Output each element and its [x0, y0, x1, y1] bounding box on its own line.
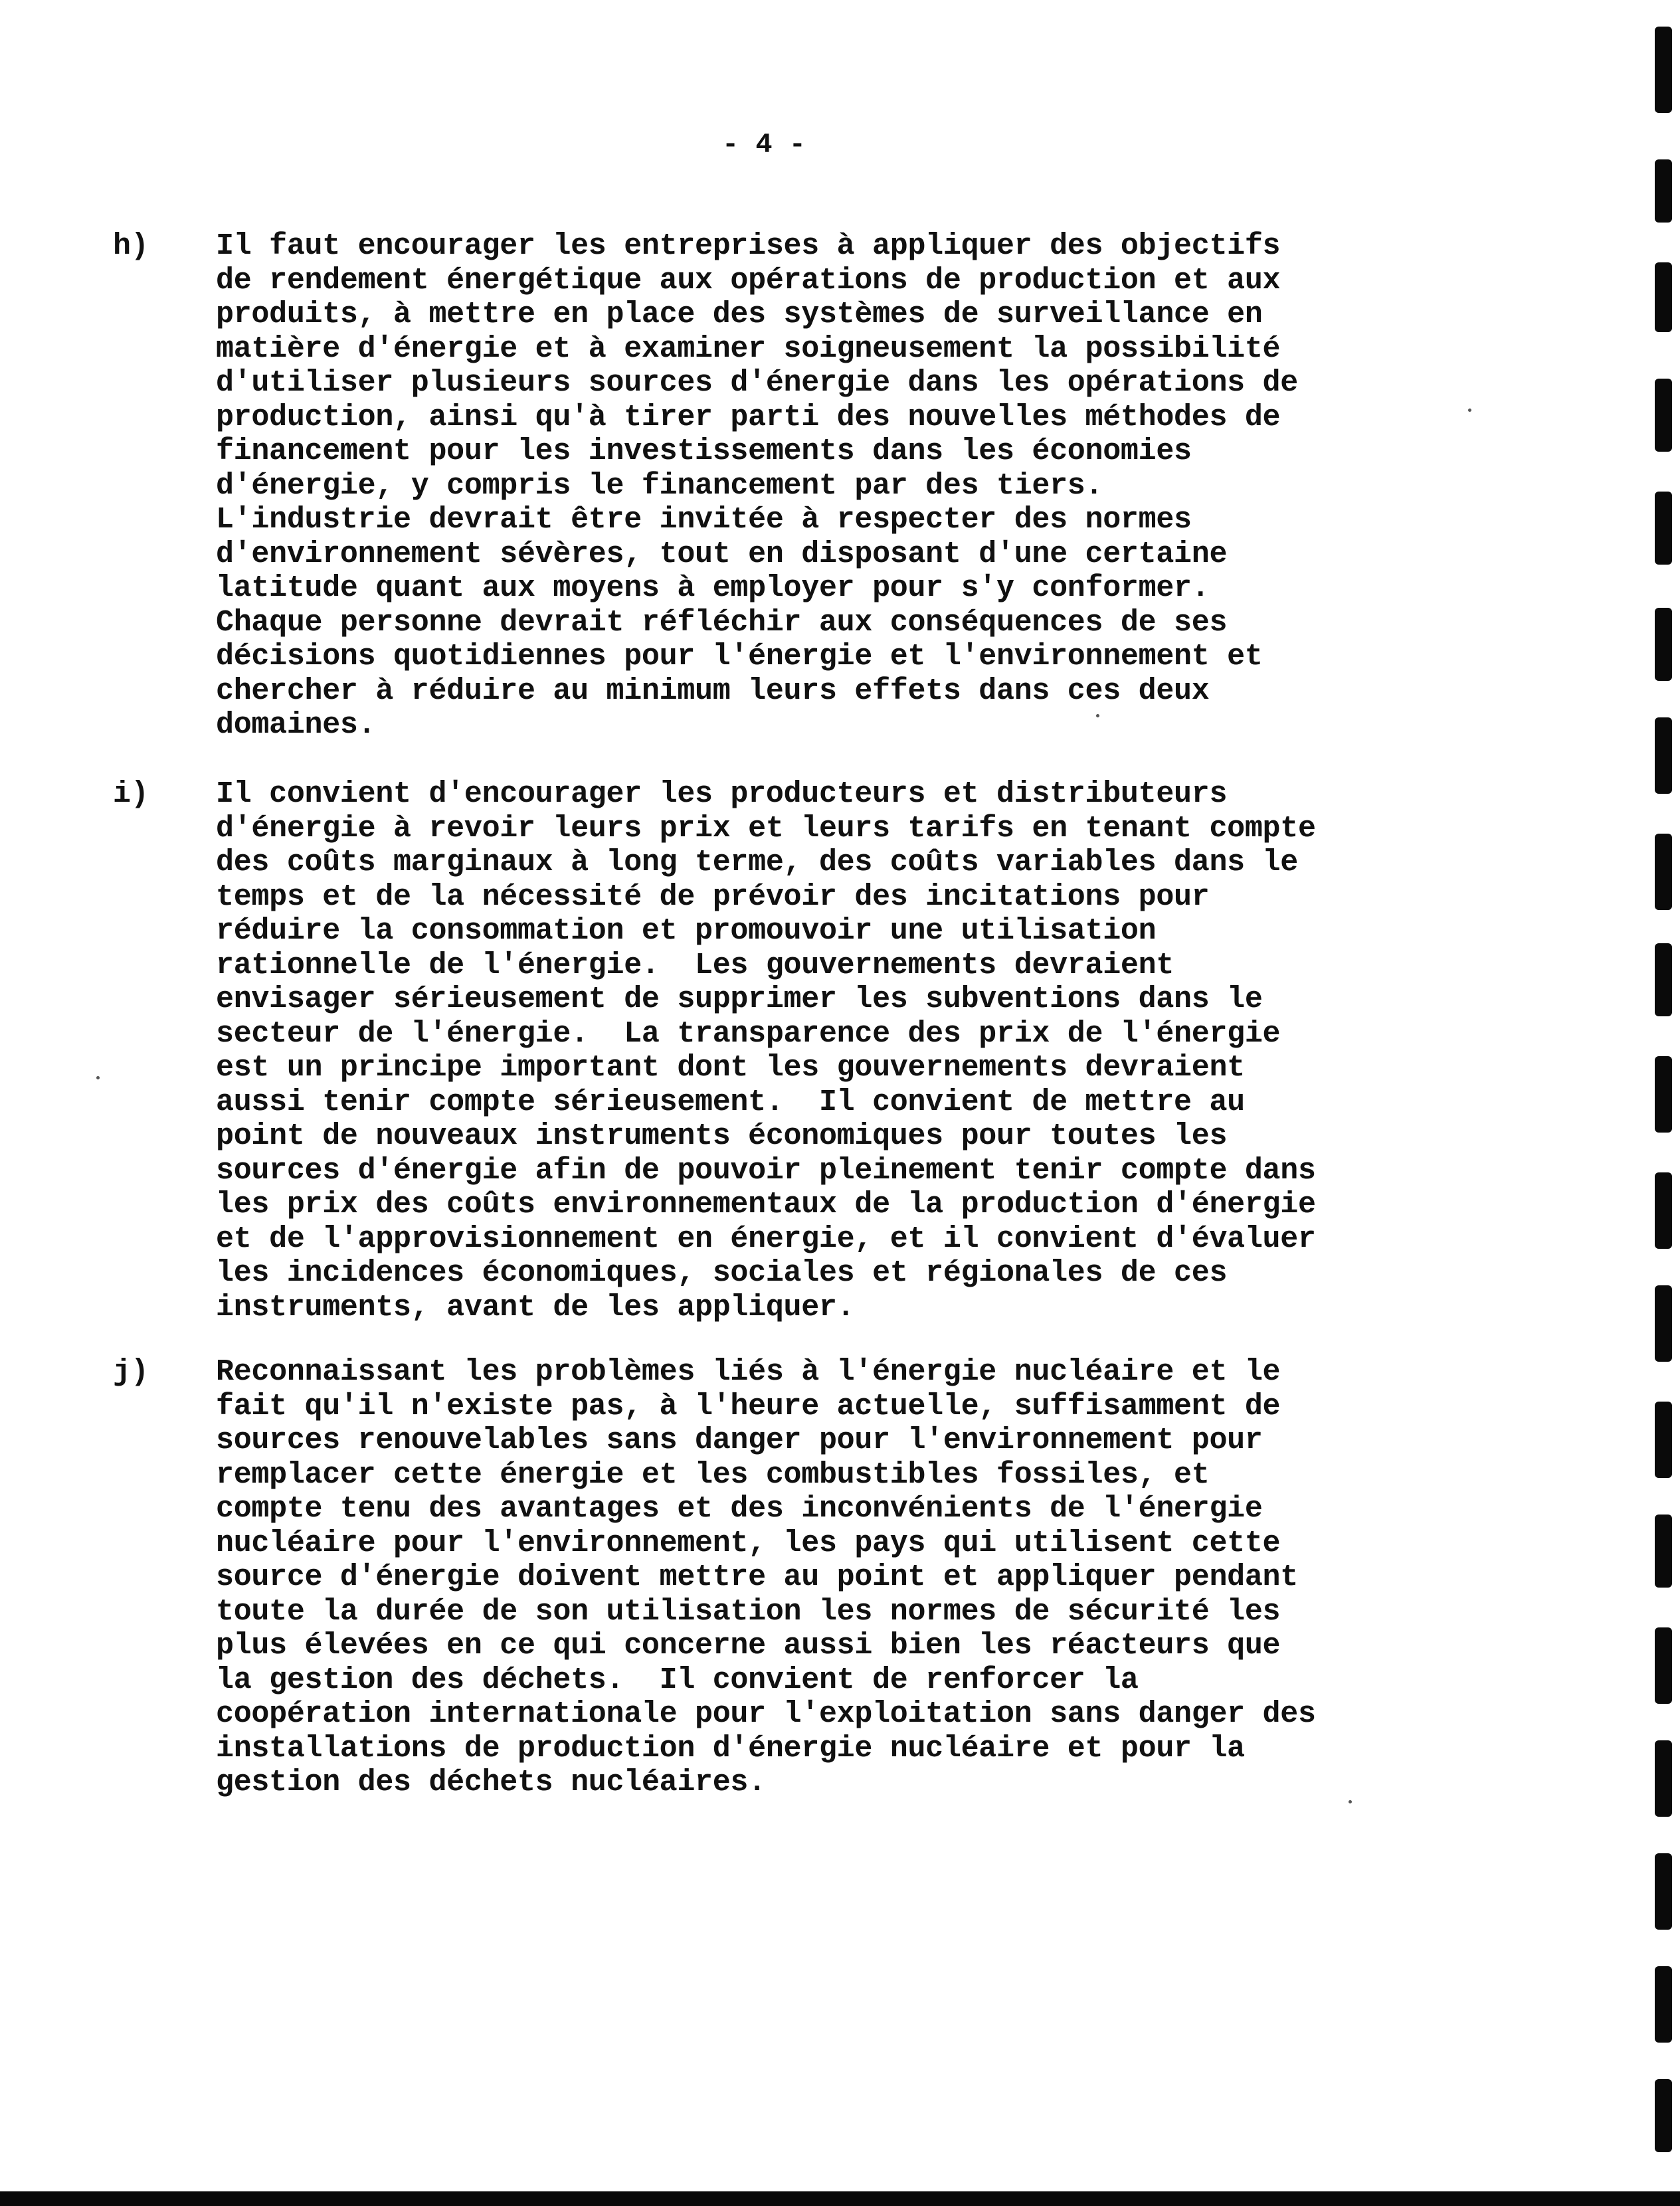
- binding-mark: [1655, 27, 1672, 113]
- text-line: aussi tenir compte sérieusement. Il convient de mettre au: [216, 1085, 1245, 1119]
- text-line: des coûts marginaux à long terme, des coûts variables dans le: [216, 846, 1298, 879]
- binding-mark: [1655, 262, 1672, 332]
- binding-mark: [1655, 1515, 1672, 1588]
- text-line: L'industrie devrait être invitée à respecter des normes: [216, 503, 1192, 537]
- text-line: financement pour les investissements dans les économies: [216, 434, 1192, 468]
- text-line: réduire la consommation et promouvoir une utilisation: [216, 914, 1157, 948]
- text-line: produits, à mettre en place des systèmes de surveillance en: [216, 298, 1263, 331]
- binding-mark: [1655, 379, 1672, 452]
- text-line: source d'énergie doivent mettre au point et appliquer pendant: [216, 1560, 1298, 1594]
- text-line: gestion des déchets nucléaires.: [216, 1766, 766, 1799]
- text-line: compte tenu des avantages et des inconvénients de l'énergie: [216, 1492, 1263, 1526]
- binding-mark: [1655, 717, 1672, 794]
- scan-bottom-edge: [0, 2191, 1680, 2206]
- text-line: d'utiliser plusieurs sources d'énergie dans les opérations de: [216, 366, 1298, 400]
- text-line: la gestion des déchets. Il convient de renforcer la: [216, 1663, 1139, 1697]
- text-line: sources d'énergie afin de pouvoir pleinement tenir compte dans: [216, 1153, 1316, 1188]
- binding-mark: [1655, 1627, 1672, 1704]
- text-line: d'énergie à revoir leurs prix et leurs tarifs en tenant compte: [216, 811, 1316, 846]
- binding-mark: [1655, 1853, 1672, 1930]
- text-line: coopération internationale pour l'exploitation sans danger des: [216, 1697, 1316, 1731]
- binding-mark: [1655, 1285, 1672, 1362]
- text-line: rationnelle de l'énergie. Les gouvernements devraient: [216, 948, 1174, 982]
- binding-mark: [1655, 1402, 1672, 1478]
- binding-mark: [1655, 1172, 1672, 1249]
- text-line: chercher à réduire au minimum leurs effets dans ces deux: [216, 674, 1210, 708]
- paragraph-label: j): [113, 1355, 149, 1389]
- text-line: instruments, avant de les appliquer.: [216, 1290, 855, 1325]
- text-line: nucléaire pour l'environnement, les pays qui utilisent cette: [216, 1526, 1281, 1560]
- binding-mark: [1655, 943, 1672, 1016]
- paragraph-body: [216, 229, 1298, 743]
- text-line: est un principe important dont les gouvernements devraient: [216, 1051, 1245, 1085]
- scan-speck: [1349, 1800, 1352, 1803]
- paragraph-body: [216, 777, 1316, 1325]
- text-line: matière d'énergie et à examiner soigneusement la possibilité: [216, 331, 1281, 366]
- paragraph-label: h): [113, 229, 149, 263]
- text-line: temps et de la nécessité de prévoir des incitations pour: [216, 879, 1210, 914]
- text-line: remplacer cette énergie et les combustibles fossiles, et: [216, 1457, 1210, 1492]
- text-line: et de l'approvisionnement en énergie, et il convient d'évaluer: [216, 1222, 1316, 1256]
- binding-mark: [1655, 492, 1672, 565]
- text-line: sources renouvelables sans danger pour l'environnement pour: [216, 1424, 1263, 1457]
- text-line: les prix des coûts environnementaux de la production d'énergie: [216, 1188, 1316, 1222]
- binding-mark: [1655, 1740, 1672, 1817]
- text-line: Il convient d'encourager les producteurs et distributeurs: [216, 777, 1228, 811]
- text-line: d'énergie, y compris le financement par des tiers.: [216, 468, 1103, 503]
- text-line: fait qu'il n'existe pas, à l'heure actuelle, suffisamment de: [216, 1389, 1281, 1424]
- text-line: latitude quant aux moyens à employer pour s'y conformer.: [216, 571, 1210, 605]
- binding-mark: [1655, 608, 1672, 681]
- text-line: plus élevées en ce qui concerne aussi bien les réacteurs que: [216, 1629, 1281, 1663]
- binding-mark: [1655, 834, 1672, 910]
- text-line: Chaque personne devrait réfléchir aux conséquences de ses: [216, 605, 1228, 640]
- binding-mark: [1655, 1056, 1672, 1133]
- text-line: Reconnaissant les problèmes liés à l'énergie nucléaire et le: [216, 1355, 1281, 1389]
- page-number: - 4 -: [721, 129, 806, 161]
- text-line: secteur de l'énergie. La transparence des prix de l'énergie: [216, 1016, 1281, 1051]
- scan-speck: [96, 1076, 100, 1079]
- text-line: production, ainsi qu'à tirer parti des nouvelles méthodes de: [216, 400, 1281, 434]
- scan-speck: [1096, 714, 1099, 717]
- text-line: Il faut encourager les entreprises à appliquer des objectifs: [216, 229, 1281, 263]
- scan-speck: [1468, 409, 1471, 412]
- binding-mark: [1655, 159, 1672, 223]
- paragraph-body: [216, 1355, 1316, 1800]
- text-line: d'environnement sévères, tout en disposant d'une certaine: [216, 537, 1228, 571]
- text-line: point de nouveaux instruments économiques pour toutes les: [216, 1119, 1228, 1153]
- text-line: toute la durée de son utilisation les normes de sécurité les: [216, 1594, 1281, 1629]
- binding-mark: [1655, 1966, 1672, 2043]
- text-line: domaines.: [216, 708, 376, 742]
- paragraph-label: i): [113, 777, 149, 811]
- text-line: décisions quotidiennes pour l'énergie et l'environnement et: [216, 640, 1263, 674]
- text-line: les incidences économiques, sociales et régionales de ces: [216, 1256, 1228, 1290]
- text-line: envisager sérieusement de supprimer les subventions dans le: [216, 982, 1263, 1016]
- text-line: de rendement énergétique aux opérations de production et aux: [216, 263, 1281, 298]
- text-line: installations de production d'énergie nucléaire et pour la: [216, 1731, 1245, 1766]
- binding-mark: [1655, 2079, 1672, 2152]
- binding-marks: [1640, 0, 1680, 2206]
